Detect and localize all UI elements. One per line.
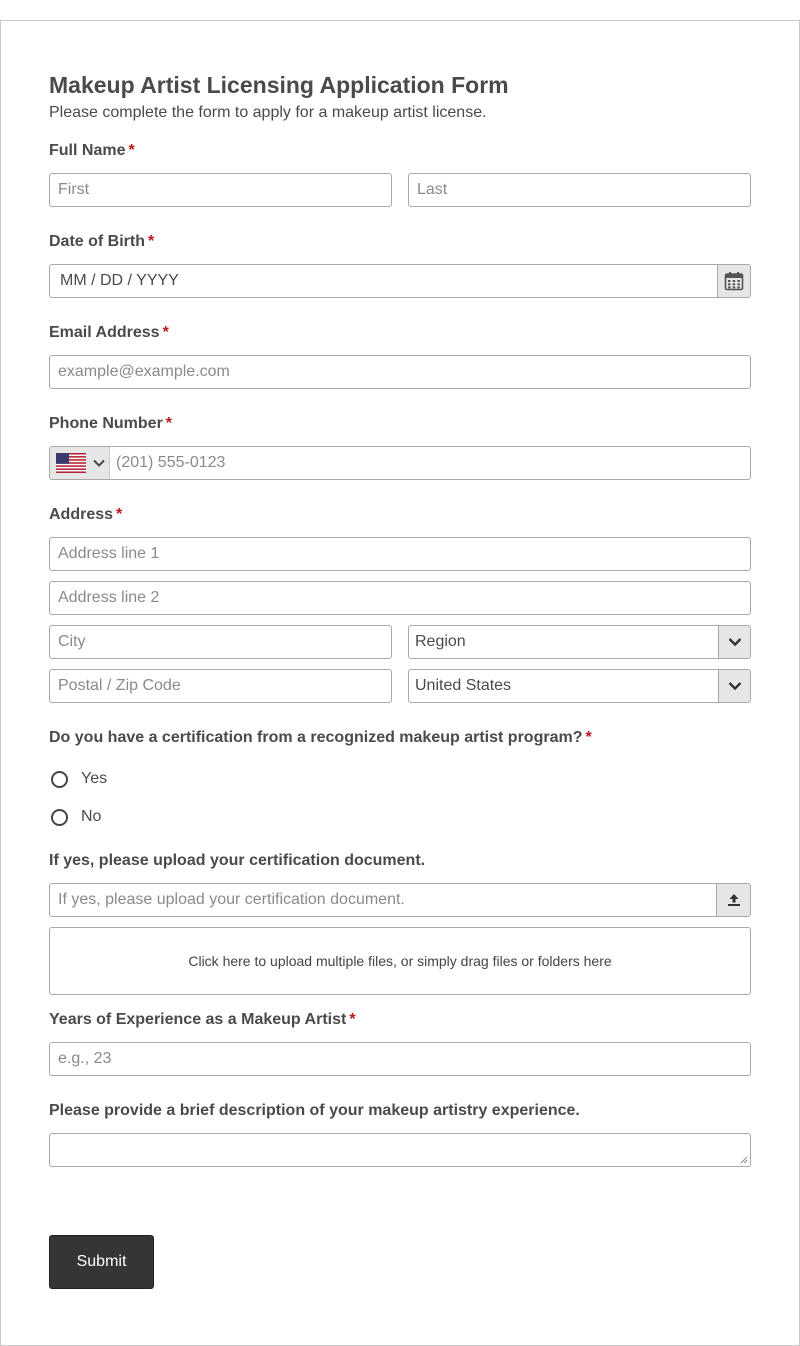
submit-button[interactable] bbox=[49, 1235, 154, 1289]
calendar-icon bbox=[724, 271, 744, 291]
file-dropzone[interactable] bbox=[49, 927, 751, 995]
last-name-input[interactable] bbox=[408, 173, 751, 207]
country-value: United States bbox=[415, 677, 512, 694]
email-placeholder: example@example.com bbox=[58, 363, 230, 380]
resize-handle-icon[interactable] bbox=[738, 1154, 748, 1164]
region-select[interactable] bbox=[408, 625, 751, 659]
chevron-down-icon bbox=[92, 456, 106, 470]
upload-placeholder: If yes, please upload your certification document. bbox=[58, 891, 405, 908]
dropzone-text: Click here to upload multiple files, or simply drag files or folders here bbox=[188, 953, 612, 969]
calendar-button[interactable] bbox=[717, 265, 750, 297]
required-marker: * bbox=[165, 415, 173, 432]
required-marker: * bbox=[128, 142, 135, 159]
required-marker: * bbox=[148, 233, 155, 250]
experience-years-input[interactable] bbox=[49, 1042, 751, 1076]
postal-code-input[interactable] bbox=[49, 669, 392, 703]
postal-code-placeholder: Postal / Zip Code bbox=[58, 677, 181, 694]
phone-placeholder: (201) 555-0123 bbox=[116, 454, 226, 471]
certification-label bbox=[49, 729, 592, 747]
email-label bbox=[49, 324, 169, 342]
radio-no-label[interactable]: No bbox=[81, 808, 102, 825]
submit-label: Submit bbox=[76, 1253, 127, 1270]
chevron-down-icon bbox=[727, 634, 743, 650]
country-select[interactable] bbox=[408, 669, 751, 703]
address-line1-placeholder: Address line 1 bbox=[58, 545, 160, 562]
address-line2-placeholder: Address line 2 bbox=[58, 589, 160, 606]
page-title: Makeup Artist Licensing Application Form bbox=[49, 72, 509, 98]
phone-label-text: Phone Number bbox=[49, 415, 163, 432]
chevron-down-icon bbox=[727, 678, 743, 694]
experience-years-label-text: Years of Experience as a Makeup Artist bbox=[49, 1011, 347, 1028]
region-value: Region bbox=[415, 633, 466, 650]
experience-years-label bbox=[49, 1011, 356, 1029]
certification-label-text: Do you have a certification from a recognized makeup artist program? bbox=[49, 729, 583, 746]
radio-option-no[interactable] bbox=[51, 808, 101, 826]
radio-option-yes[interactable] bbox=[51, 770, 107, 788]
full-name-label bbox=[49, 142, 135, 160]
email-input[interactable] bbox=[49, 355, 751, 389]
required-marker: * bbox=[116, 506, 123, 523]
city-placeholder: City bbox=[58, 633, 86, 650]
required-marker: * bbox=[162, 324, 169, 341]
upload-input[interactable] bbox=[49, 883, 751, 917]
description-label: Please provide a brief description of your makeup artistry experience. bbox=[49, 1102, 580, 1119]
email-label-text: Email Address bbox=[49, 324, 160, 341]
us-flag-icon bbox=[56, 453, 86, 473]
address-label-text: Address bbox=[49, 506, 114, 523]
required-marker: * bbox=[585, 729, 592, 746]
first-name-input[interactable] bbox=[49, 173, 392, 207]
radio-yes[interactable] bbox=[51, 771, 68, 788]
last-name-placeholder: Last bbox=[417, 181, 448, 198]
dob-placeholder: MM / DD / YYYY bbox=[60, 272, 179, 289]
dob-label-text: Date of Birth bbox=[49, 233, 145, 250]
dob-label bbox=[49, 233, 154, 251]
description-textarea[interactable] bbox=[49, 1133, 751, 1167]
upload-button[interactable] bbox=[716, 884, 750, 916]
address-line1-input[interactable] bbox=[49, 537, 751, 571]
address-label bbox=[49, 506, 122, 524]
radio-no[interactable] bbox=[51, 809, 68, 826]
dob-input[interactable] bbox=[49, 264, 751, 298]
required-marker: * bbox=[349, 1011, 356, 1028]
page-subtitle: Please complete the form to apply for a makeup artist license. bbox=[49, 104, 487, 121]
city-input[interactable] bbox=[49, 625, 392, 659]
country-dropdown-button[interactable] bbox=[718, 670, 750, 702]
experience-years-placeholder: e.g., 23 bbox=[58, 1050, 112, 1067]
address-line2-input[interactable] bbox=[49, 581, 751, 615]
full-name-label-text: Full Name bbox=[49, 142, 126, 159]
radio-yes-label[interactable]: Yes bbox=[81, 770, 108, 787]
phone-input[interactable] bbox=[49, 446, 751, 480]
region-dropdown-button[interactable] bbox=[718, 626, 750, 658]
country-code-selector[interactable] bbox=[50, 447, 110, 479]
upload-icon bbox=[726, 892, 742, 908]
upload-label: If yes, please upload your certification document. bbox=[49, 852, 426, 869]
first-name-placeholder: First bbox=[58, 181, 90, 198]
phone-label bbox=[49, 415, 172, 433]
